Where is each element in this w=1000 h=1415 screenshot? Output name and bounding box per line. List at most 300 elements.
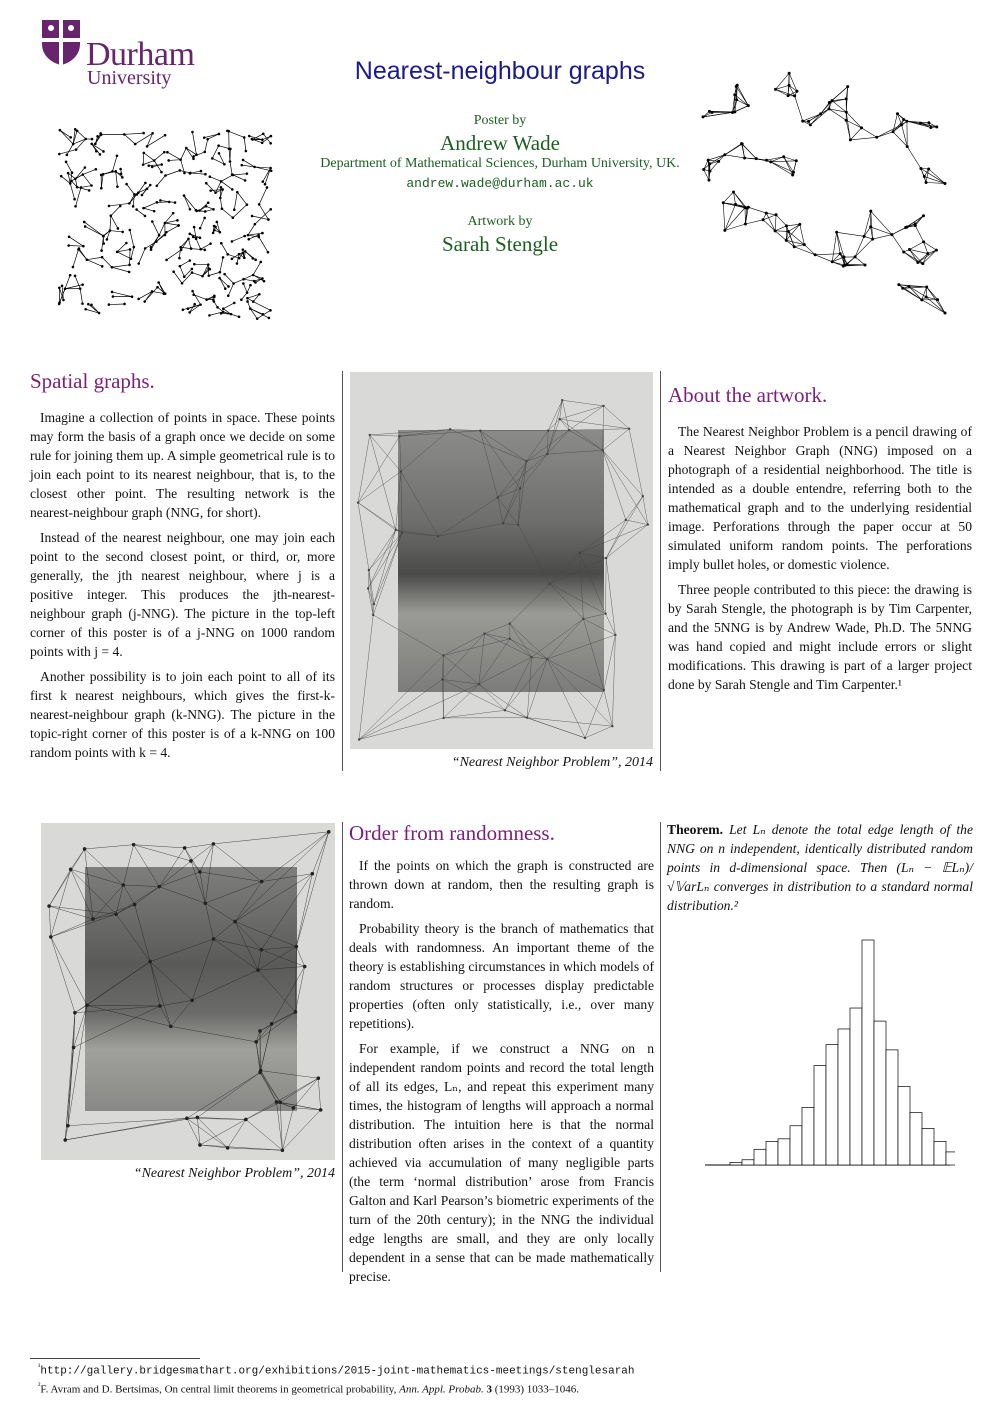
graph-edge: [548, 419, 560, 431]
graph-edge: [725, 204, 736, 230]
graph-vertex: [85, 1003, 89, 1007]
graph-edge: [745, 220, 763, 224]
histogram-bar: [802, 1107, 814, 1165]
graph-vertex: [227, 294, 230, 297]
graph-vertex: [163, 151, 166, 154]
graph-vertex: [111, 170, 114, 173]
graph-edge: [359, 718, 444, 740]
graph-vertex: [134, 143, 137, 146]
graph-vertex: [854, 255, 857, 258]
graph-edge: [547, 635, 615, 659]
graph-edge: [359, 615, 373, 740]
graph-vertex: [266, 186, 269, 189]
graph-vertex: [745, 207, 748, 210]
graph-edge: [131, 247, 134, 259]
graph-vertex: [479, 430, 481, 432]
graph-edge: [69, 246, 84, 247]
graph-edge: [171, 1026, 256, 1041]
graph-edge: [123, 885, 159, 887]
graph-vertex: [83, 221, 86, 224]
graph-vertex: [733, 93, 736, 96]
graph-edge: [604, 690, 612, 726]
graph-edge: [49, 906, 93, 919]
graph-vertex: [919, 122, 922, 125]
graph-vertex: [156, 184, 159, 187]
graph-vertex: [519, 487, 521, 489]
graph-edge: [505, 659, 547, 710]
graph-edge: [159, 223, 165, 235]
graph-vertex: [198, 1143, 202, 1147]
graph-vertex: [102, 242, 105, 245]
graph-vertex: [209, 175, 212, 178]
graph-edge: [68, 1118, 187, 1125]
graph-vertex: [603, 689, 605, 691]
graph-vertex: [628, 428, 630, 430]
graph-vertex: [260, 948, 264, 952]
graph-vertex: [723, 229, 726, 232]
graph-edge: [550, 558, 606, 584]
graph-edge: [569, 429, 629, 430]
graph-vertex: [369, 434, 371, 436]
graph-edge: [855, 236, 864, 257]
graph-vertex: [248, 135, 251, 138]
university-logo: [40, 18, 210, 93]
artwork-photo-house: [350, 372, 653, 749]
histogram-bar: [862, 940, 874, 1165]
graph-vertex: [845, 97, 848, 100]
graph-vertex: [167, 159, 170, 162]
graph-edge: [210, 177, 221, 182]
graph-edge: [442, 679, 505, 710]
graph-vertex: [156, 201, 159, 204]
graph-vertex: [178, 169, 181, 172]
graph-edge: [400, 429, 451, 436]
graph-vertex: [90, 304, 93, 307]
graph-edge: [725, 144, 742, 155]
graph-edge: [209, 272, 220, 275]
graph-edge: [771, 161, 797, 162]
graph-vertex: [151, 220, 154, 223]
graph-edge: [262, 874, 313, 882]
graph-edge: [296, 874, 312, 947]
graph-vertex: [216, 306, 219, 309]
graph-edge: [116, 914, 150, 961]
graph-edge: [92, 144, 104, 152]
graph-edge: [235, 922, 261, 950]
graph-vertex: [187, 307, 190, 310]
graph-edge: [245, 251, 253, 258]
graph-vertex: [496, 496, 498, 498]
graph-edge: [370, 429, 450, 435]
graph-vertex: [546, 658, 548, 660]
graph-vertex: [246, 172, 249, 175]
graph-edge: [518, 461, 526, 525]
graph-vertex: [143, 152, 146, 155]
graph-edge: [157, 176, 166, 186]
graph-vertex: [775, 213, 778, 216]
graph-edge: [370, 435, 401, 472]
graph-vertex: [208, 274, 211, 277]
graph-edge: [228, 1119, 246, 1147]
graph-vertex: [875, 136, 878, 139]
graph-vertex: [222, 307, 225, 310]
graph-edge: [803, 114, 821, 121]
graph-edge: [373, 533, 402, 615]
graph-vertex: [717, 160, 720, 163]
graph-edge: [892, 235, 904, 252]
graph-vertex: [921, 262, 924, 265]
graph-edge: [604, 406, 630, 429]
graph-edge: [69, 237, 83, 246]
graph-edge: [213, 939, 257, 970]
graph-edge: [92, 144, 100, 155]
graph-vertex: [198, 209, 201, 212]
theorem-block: [667, 820, 973, 915]
column-divider: [342, 371, 343, 771]
graph-vertex: [227, 285, 230, 288]
graph-edge: [73, 250, 79, 268]
graph-vertex: [270, 1022, 274, 1026]
graph-vertex: [199, 248, 202, 251]
graph-edge: [846, 112, 861, 128]
graph-vertex: [99, 132, 102, 135]
graph-vertex: [218, 277, 221, 280]
footnote-2: $^{^2}$F. Avram and D. Bertsimas, On central limit theorems in geometrical probability, Ann. Appl. Probab. 3 (1993) 1033–1046.: [38, 1380, 580, 1396]
graph-edge: [855, 257, 865, 265]
graph-vertex: [247, 234, 250, 237]
graph-edge: [51, 919, 93, 937]
graph-vertex: [77, 248, 80, 251]
graph-vertex: [316, 1076, 320, 1080]
graph-vertex: [243, 136, 246, 139]
graph-vertex: [183, 172, 186, 175]
graph-vertex: [923, 175, 926, 178]
graph-edge: [87, 257, 102, 259]
graph-edge: [197, 1072, 260, 1117]
graph-edge: [794, 247, 815, 255]
histogram-bar: [754, 1149, 766, 1165]
graph-edge: [193, 291, 201, 304]
graph-edge: [111, 206, 120, 216]
graph-vertex: [130, 257, 133, 260]
graph-vertex: [166, 151, 169, 154]
graph-vertex: [223, 273, 226, 276]
graph-vertex: [226, 130, 229, 133]
graph-edge: [191, 249, 205, 250]
graph-vertex: [177, 224, 180, 227]
graph-edge: [369, 570, 374, 604]
graph-edge: [929, 169, 945, 183]
graph-vertex: [258, 1029, 262, 1033]
graph-edge: [442, 679, 479, 684]
footnotes: [38, 1360, 978, 1396]
graph-vertex: [102, 235, 105, 238]
graph-vertex: [238, 315, 241, 318]
graph-vertex: [261, 138, 264, 141]
graph-vertex: [212, 842, 216, 846]
graph-vertex: [602, 405, 604, 407]
graph-vertex: [526, 716, 528, 718]
graph-vertex: [787, 230, 790, 233]
graph-edge: [358, 471, 401, 502]
graph-edge: [75, 1006, 160, 1013]
graph-vertex: [925, 181, 928, 184]
graph-vertex: [164, 174, 167, 177]
graph-vertex: [927, 121, 930, 124]
graph-edge: [171, 1000, 192, 1026]
graph-vertex: [246, 297, 249, 300]
graph-vertex: [116, 185, 119, 188]
graph-edge: [775, 226, 786, 231]
graph-edge: [76, 187, 81, 206]
graph-vertex: [112, 295, 115, 298]
graph-edge: [246, 1119, 283, 1150]
graph-edge: [186, 148, 193, 159]
graph-vertex: [842, 265, 845, 268]
jnng-graph-illustration: [58, 128, 273, 320]
graph-edge: [68, 1013, 75, 1126]
graph-vertex: [258, 1071, 262, 1075]
nng-overlay-drawing: [350, 372, 653, 749]
graph-vertex: [258, 236, 261, 239]
theorem-label: Theorem.: [667, 822, 724, 837]
graph-vertex: [123, 303, 126, 306]
graph-edge: [253, 302, 270, 311]
graph-vertex: [101, 256, 104, 259]
graph-edge: [850, 137, 876, 140]
graph-vertex: [61, 284, 64, 287]
graph-vertex: [270, 135, 273, 138]
graph-edge: [51, 937, 75, 1013]
graph-vertex: [179, 265, 182, 268]
histogram-bar: [850, 1008, 862, 1165]
graph-vertex: [604, 613, 606, 615]
graph-edge: [258, 950, 261, 970]
graph-vertex: [132, 205, 135, 208]
graph-edge: [260, 1024, 272, 1031]
graph-vertex: [245, 150, 248, 153]
graph-edge: [259, 237, 268, 252]
graph-vertex: [568, 429, 570, 431]
graph-vertex: [707, 159, 710, 162]
graph-vertex: [830, 99, 833, 102]
graph-edge: [479, 639, 510, 684]
graph-edge: [261, 1071, 281, 1103]
graph-edge: [78, 250, 86, 260]
graph-vertex: [195, 237, 198, 240]
graph-vertex: [232, 282, 235, 285]
graph-edge: [924, 242, 928, 254]
graph-vertex: [111, 266, 114, 269]
graph-vertex: [358, 738, 360, 740]
graph-vertex: [135, 208, 138, 211]
graph-edge: [75, 276, 80, 289]
graph-vertex: [702, 168, 705, 171]
graph-vertex: [83, 847, 87, 851]
graph-edge: [735, 106, 748, 112]
graph-vertex: [195, 209, 198, 212]
graph-edge: [235, 874, 312, 922]
order-randomness-section: [349, 821, 654, 1292]
graph-edge: [192, 132, 196, 155]
graph-vertex: [205, 205, 208, 208]
graph-vertex: [133, 246, 136, 249]
graph-vertex: [183, 275, 186, 278]
paragraph: Imagine a collection of points in space. These points may form the basis of a graph once we decide on some rule for joining them up. A simple geometrical rule is to join each point to its nearest neighbour, that is, to the closest other point. The resulting network is the nearest-neighbour graph (NNG, for short).: [30, 410, 335, 520]
graph-vertex: [172, 270, 175, 273]
graph-vertex: [217, 144, 220, 147]
graph-vertex: [863, 263, 866, 266]
graph-vertex: [192, 157, 195, 160]
graph-vertex: [183, 194, 186, 197]
graph-edge: [234, 279, 244, 283]
graph-edge: [261, 874, 312, 950]
graph-vertex: [220, 242, 223, 245]
graph-edge: [864, 211, 871, 236]
graph-vertex: [209, 242, 212, 245]
graph-vertex: [231, 173, 234, 176]
graph-edge: [186, 148, 196, 155]
logo-durham: Durham: [86, 36, 195, 73]
graph-edge: [213, 844, 261, 882]
graph-edge: [603, 429, 629, 451]
graph-edge: [873, 235, 892, 239]
graph-vertex: [642, 495, 644, 497]
graph-vertex: [902, 118, 905, 121]
graph-vertex: [733, 110, 736, 113]
graph-vertex: [558, 418, 560, 420]
graph-edge: [80, 289, 82, 304]
graph-vertex: [367, 587, 369, 589]
paragraph: Probability theory is the branch of mathematics that deals with randomness. An important theme of the theory is establishing circumstances in which models of random structures or processes display predictable properties (often only statistically, i.e., over many repetitions).: [349, 921, 654, 1031]
graph-vertex: [165, 259, 168, 262]
graph-edge: [603, 450, 626, 520]
histogram-bar: [814, 1066, 826, 1165]
graph-vertex: [547, 429, 549, 431]
graph-edge: [503, 461, 527, 523]
graph-vertex: [203, 151, 206, 154]
graph-edge: [606, 614, 616, 635]
spatial-graphs-section: [30, 369, 335, 768]
graph-vertex: [357, 501, 359, 503]
graph-vertex: [203, 217, 206, 220]
graph-vertex: [922, 214, 925, 217]
graph-vertex: [149, 184, 152, 187]
footnote-url[interactable]: http://gallery.bridgesmathart.org/exhibitions/2015-joint-mathematics-meetings/stenglesarah: [40, 1365, 635, 1378]
graph-vertex: [185, 147, 188, 150]
graph-edge: [295, 947, 296, 1012]
graph-vertex: [792, 171, 795, 174]
graph-vertex: [908, 248, 911, 251]
graph-edge: [518, 525, 549, 584]
graph-vertex: [137, 298, 140, 301]
graph-vertex: [253, 166, 256, 169]
graph-vertex: [106, 238, 109, 241]
knng-graph-illustration: [690, 68, 950, 316]
graph-vertex: [203, 136, 206, 139]
graph-edge: [723, 192, 733, 203]
graph-vertex: [614, 634, 616, 636]
graph-vertex: [798, 223, 801, 226]
graph-vertex: [182, 308, 185, 311]
graph-edge: [518, 488, 520, 524]
graph-edge: [293, 1078, 318, 1108]
graph-vertex: [58, 153, 61, 156]
graph-edge: [498, 488, 520, 497]
graph-vertex: [400, 470, 402, 472]
graph-vertex: [94, 143, 97, 146]
graph-edge: [258, 970, 295, 1012]
graph-vertex: [707, 179, 710, 182]
graph-edge: [532, 657, 548, 659]
graph-vertex: [108, 303, 111, 306]
graph-vertex: [71, 171, 74, 174]
graph-edge: [485, 634, 532, 658]
paragraph: The Nearest Neighbor Problem is a pencil drawing of a Nearest Neighbor Graph (NNG) imposed on a photograph of a residential neighborhood. The title is intended as a double entendre, referring both to the mathematical graph and to the underlying residential image. Perforations through the paper occur at 50 simulated uniform random points. The perforations imply bullet holes, or domestic violence.: [668, 424, 972, 572]
graph-vertex: [72, 143, 75, 146]
graph-edge: [159, 872, 200, 887]
graph-vertex: [191, 290, 194, 293]
graph-vertex: [233, 208, 236, 211]
graph-edge: [135, 887, 160, 905]
graph-vertex: [919, 167, 922, 170]
graph-vertex: [191, 271, 194, 274]
graph-vertex: [190, 247, 193, 250]
graph-vertex: [172, 212, 175, 215]
graph-vertex: [81, 173, 84, 176]
graph-vertex: [869, 210, 872, 213]
graph-vertex: [247, 238, 250, 241]
graph-edge: [234, 192, 237, 210]
graph-vertex: [193, 303, 196, 306]
graph-edge: [49, 906, 116, 914]
column-divider: [660, 371, 661, 771]
graph-vertex: [244, 1118, 248, 1122]
graph-edge: [180, 266, 184, 277]
graph-vertex: [49, 935, 53, 939]
graph-vertex: [896, 112, 899, 115]
graph-vertex: [73, 1011, 77, 1015]
author-email[interactable]: andrew.wade@durham.ac.uk: [406, 176, 594, 191]
graph-vertex: [69, 868, 73, 872]
graph-edge: [580, 525, 648, 553]
graph-vertex: [117, 227, 120, 230]
graph-vertex: [188, 311, 191, 314]
graph-vertex: [259, 261, 262, 264]
graph-vertex: [98, 312, 101, 315]
graph-vertex: [58, 301, 61, 304]
graph-vertex: [221, 207, 224, 210]
graph-vertex: [214, 225, 217, 228]
graph-edge: [359, 684, 479, 739]
graph-edge: [260, 1072, 280, 1102]
graph-edge: [84, 222, 103, 236]
column-divider: [342, 822, 343, 1272]
graph-edge: [527, 718, 612, 726]
graph-edge: [187, 1072, 260, 1118]
graph-edge: [924, 242, 937, 250]
graph-vertex: [73, 198, 76, 201]
graph-vertex: [774, 88, 777, 91]
graph-vertex: [216, 221, 219, 224]
graph-vertex: [863, 235, 866, 238]
graph-vertex: [220, 186, 223, 189]
graph-vertex: [204, 210, 207, 213]
graph-vertex: [114, 170, 117, 173]
graph-vertex: [238, 253, 241, 256]
graph-edge: [626, 496, 643, 520]
graph-vertex: [747, 104, 750, 107]
